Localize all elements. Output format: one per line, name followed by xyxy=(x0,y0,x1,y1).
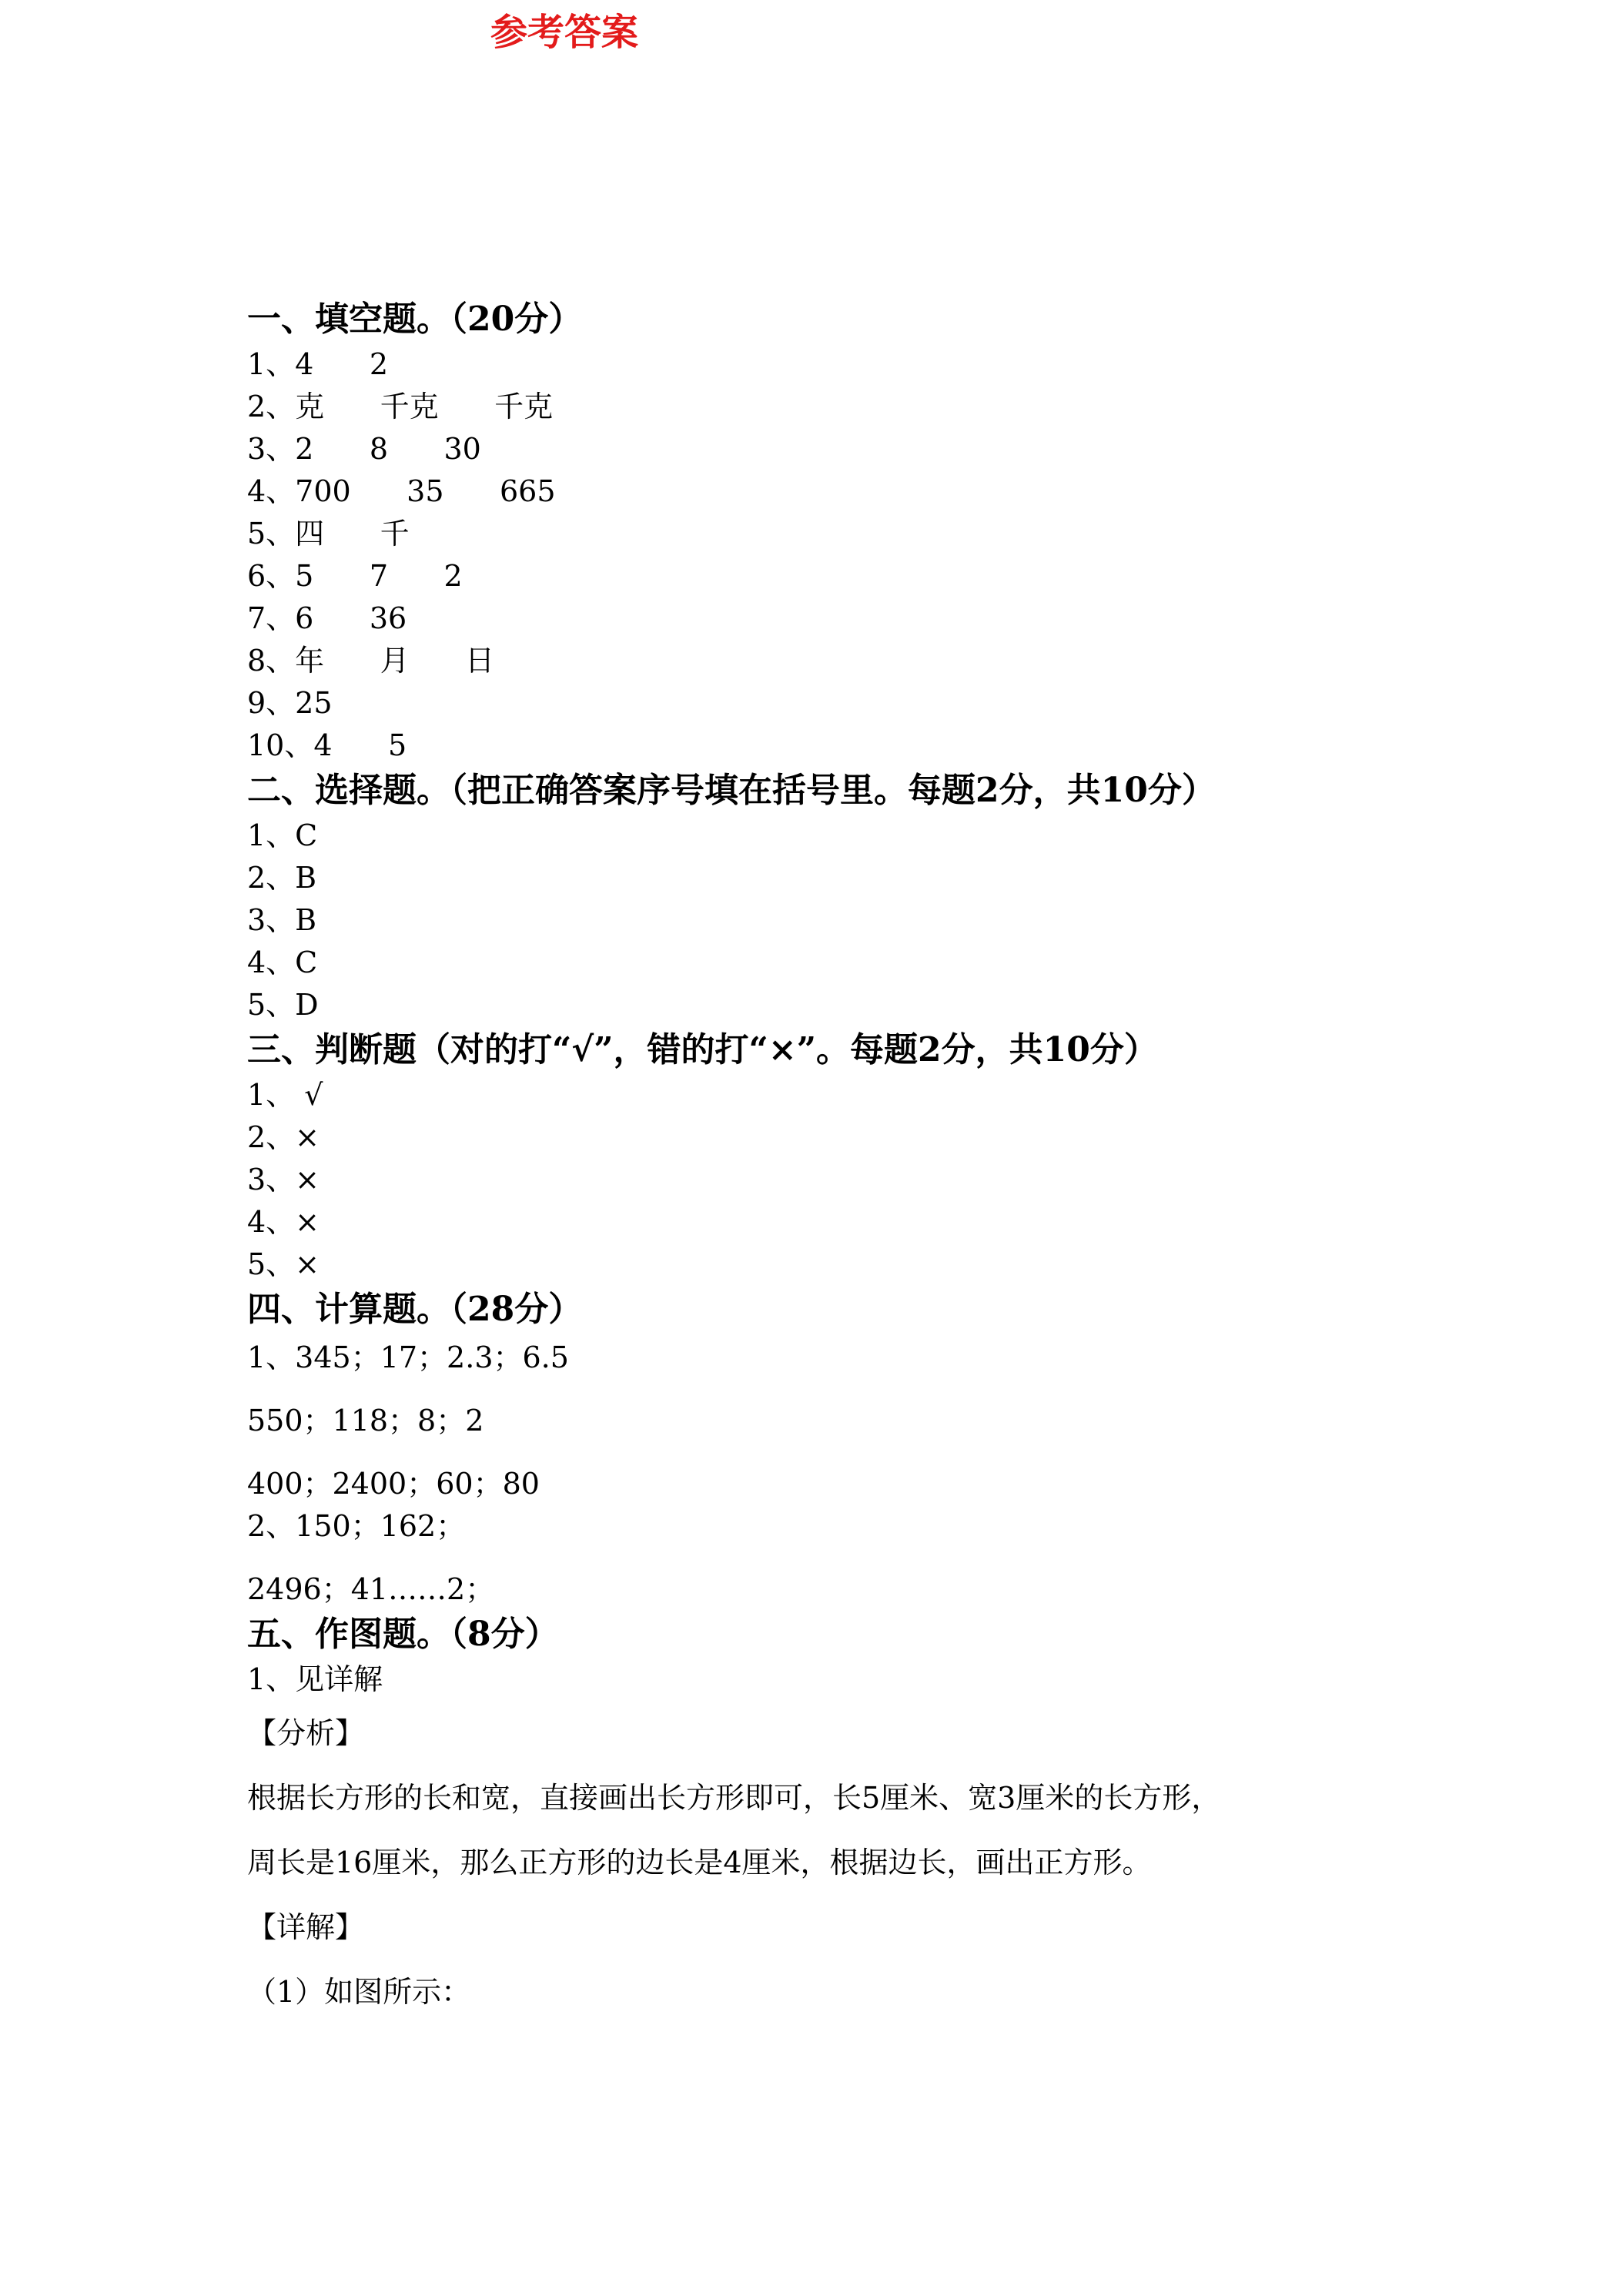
s1-answer-8: 8、年 月 日 xyxy=(247,644,495,678)
section-5-heading: 五、作图题。（8分） xyxy=(247,1615,559,1654)
s4-answer-2a: 2、150；162； xyxy=(247,1509,466,1543)
s2-answer-1: 1、C xyxy=(247,818,318,852)
s1-answer-6: 6、5 7 2 xyxy=(247,559,463,593)
s4-answer-1a: 1、345；17；2.3；6.5 xyxy=(247,1340,569,1374)
section-2-heading: 二、选择题。（把正确答案序号填在括号里。每题2分，共10分） xyxy=(247,771,1216,810)
s4-answer-1b: 550；118；8；2 xyxy=(247,1404,484,1438)
answer-body xyxy=(247,296,1387,2024)
page-title: 参考答案 xyxy=(490,11,638,54)
s1-answer-7: 7、6 36 xyxy=(247,601,407,635)
s3-answer-2: 2、× xyxy=(247,1120,320,1154)
s1-answer-2: 2、克 千克 千克 xyxy=(247,390,554,423)
section-1-heading: 一、填空题。（20分） xyxy=(247,300,583,339)
analysis-paragraph-1: 根据长方形的长和宽，直接画出长方形即可，长5厘米、宽3厘米的长方形， xyxy=(247,1781,1221,1815)
s3-answer-4: 4、× xyxy=(247,1205,320,1239)
s2-answer-3: 3、B xyxy=(247,903,317,937)
s1-answer-5: 5、四 千 xyxy=(247,517,410,551)
s2-answer-2: 2、B xyxy=(247,861,317,895)
s4-answer-2b: 2496；41……2； xyxy=(247,1572,495,1606)
detail-paragraph-1: （1）如图所示： xyxy=(247,1975,471,2009)
s1-answer-4: 4、700 35 665 xyxy=(247,474,556,508)
s1-answer-9: 9、25 xyxy=(247,686,333,720)
s1-answer-3: 3、2 8 30 xyxy=(247,432,481,466)
analysis-label: 【分析】 xyxy=(247,1716,365,1750)
s1-answer-1: 1、4 2 xyxy=(247,347,389,381)
s3-answer-5: 5、× xyxy=(247,1247,320,1281)
s1-answer-10: 10、4 5 xyxy=(247,728,407,762)
s3-answer-1: 1、 √ xyxy=(247,1078,323,1112)
section-4-heading: 四、计算题。（28分） xyxy=(247,1290,583,1329)
detail-label: 【详解】 xyxy=(247,1910,365,1944)
s2-answer-5: 5、D xyxy=(247,988,319,1022)
section-3-heading: 三、判断题（对的打“√”，错的打“×”。每题2分，共10分） xyxy=(247,1030,1158,1069)
analysis-paragraph-2: 周长是16厘米，那么正方形的边长是4厘米，根据边长，画出正方形。 xyxy=(247,1846,1152,1879)
s4-answer-1c: 400；2400；60；80 xyxy=(247,1467,540,1501)
s5-answer-1: 1、见详解 xyxy=(247,1662,383,1696)
s3-answer-3: 3、× xyxy=(247,1163,320,1197)
s2-answer-4: 4、C xyxy=(247,946,318,979)
